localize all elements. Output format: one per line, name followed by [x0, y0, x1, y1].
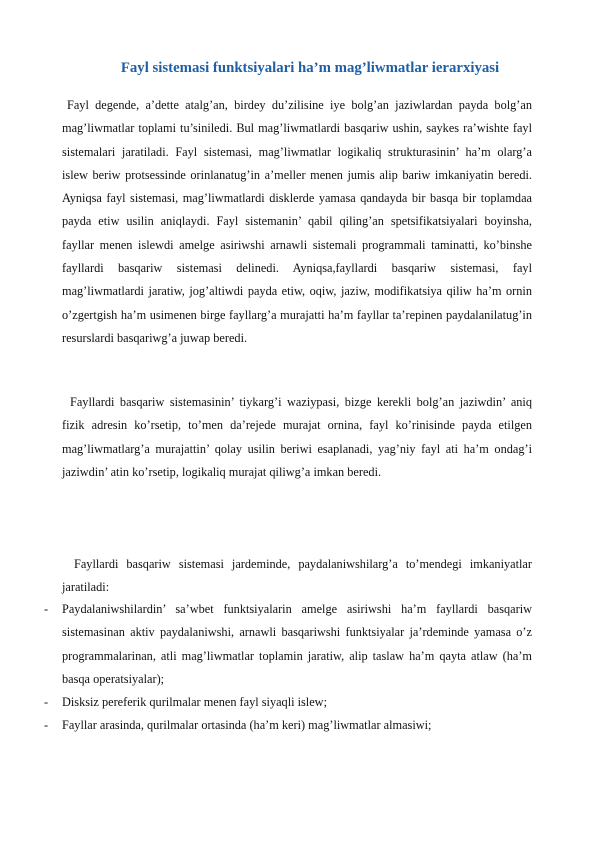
capabilities-list	[0, 598, 595, 738]
paragraph-fayl-definition: Fayl degende, a’dette atalg’an, birdey du’zilisine iye bolg’an jaziwlardan payda bolg’an mag’liwmatlar toplami tu’siniledi. Bul mag’liwmatlardi basqariw ushin, saykes ra’wishte fayl sistemalari jaratiladi. Fayl sistemasi, mag’liwmatlar logikaliq strukturasinin’ ha’m olarg’a islew beriw protsessinde orinlanatug’in a’meller menen jumis alip bariw imkaniyatin beredi. Ayniqsa fayl sistemasi, mag’liwmatlardi disklerde yamasa qandayda bir basqa bir toplamdaa payda etiw usilin aniqlaydi. Fayl sistemanin’ qabil qiling’an spetsifikatsiyalari boyinsha, fayllar menen islewdi amelge asiriwshi arnawli sistemali programmali taminatti, ko’binshe fayllardi basqariw sistemasi delinedi. Ayniqsa,fayllardi basqariw sistemasi, fayl mag’liwmatlardi jaratiw, jog’altiwdi payda etiw, oqiw, jaziw, modifikatsiya qiliw ha’m ornin o’zgertgish ha’m usimenen birge fayllarg’a murajatti ha’m fayllar ta’repinen paydalanilatug’in resurslardi basqariwg’a juwap beredi.	[62, 98, 532, 345]
document-title: Fayl sistemasi funktsiyalari ha’m mag’liwmatlar ierarxiyasi	[120, 60, 500, 76]
list-item-text: Paydalaniwshilardin’ sa’wbet funktsiyalarin amelge asiriwshi ha’m fayllardi basqariw sistemasinan aktiv paydalaniwshi, arnawli basqariwshi funktsiyalar ja’rdeminde yamasa o’z programmalarinan, atli mag’liwmatlar toplamin jaratiw, alip taslaw ha’m qayta atlaw (ha’m basqa operatsiyalar);	[62, 602, 532, 686]
list-item-text: Disksiz pereferik qurilmalar menen fayl siyaqli islew;	[62, 695, 327, 710]
list-bullet: -	[44, 695, 49, 710]
list-item	[0, 598, 595, 691]
paragraph-main-task: Fayllardi basqariw sistemasinin’ tiykarg’i waziypasi, bizge kerekli bolg’an jaziwdin’ aniq fizik adresin ko’rsetip, to’men da’rejede murajat ornina, fayl ko’rinisinde payda etilgen mag’liwmatlarg’a murajattin’ qolay usilin beriwi esaplanadi, yag’niy fayl ati ha’m ondag’i jaziwdin’ atin ko’rsetip, logikaliq murajat qiliwg’a imkan beredi.	[62, 395, 532, 479]
list-item	[0, 714, 595, 737]
list-item	[0, 691, 595, 714]
list-bullet: -	[44, 602, 49, 616]
paragraph-capabilities-intro: Fayllardi basqariw sistemasi jardeminde, paydalaniwshilarg’a to’mendegi imkaniyatlar jaratiladi:	[62, 557, 532, 595]
list-item-text: Fayllar arasinda, qurilmalar ortasinda (ha’m keri) mag’liwmatlar almasiwi;	[62, 718, 432, 733]
list-bullet: -	[44, 718, 49, 733]
